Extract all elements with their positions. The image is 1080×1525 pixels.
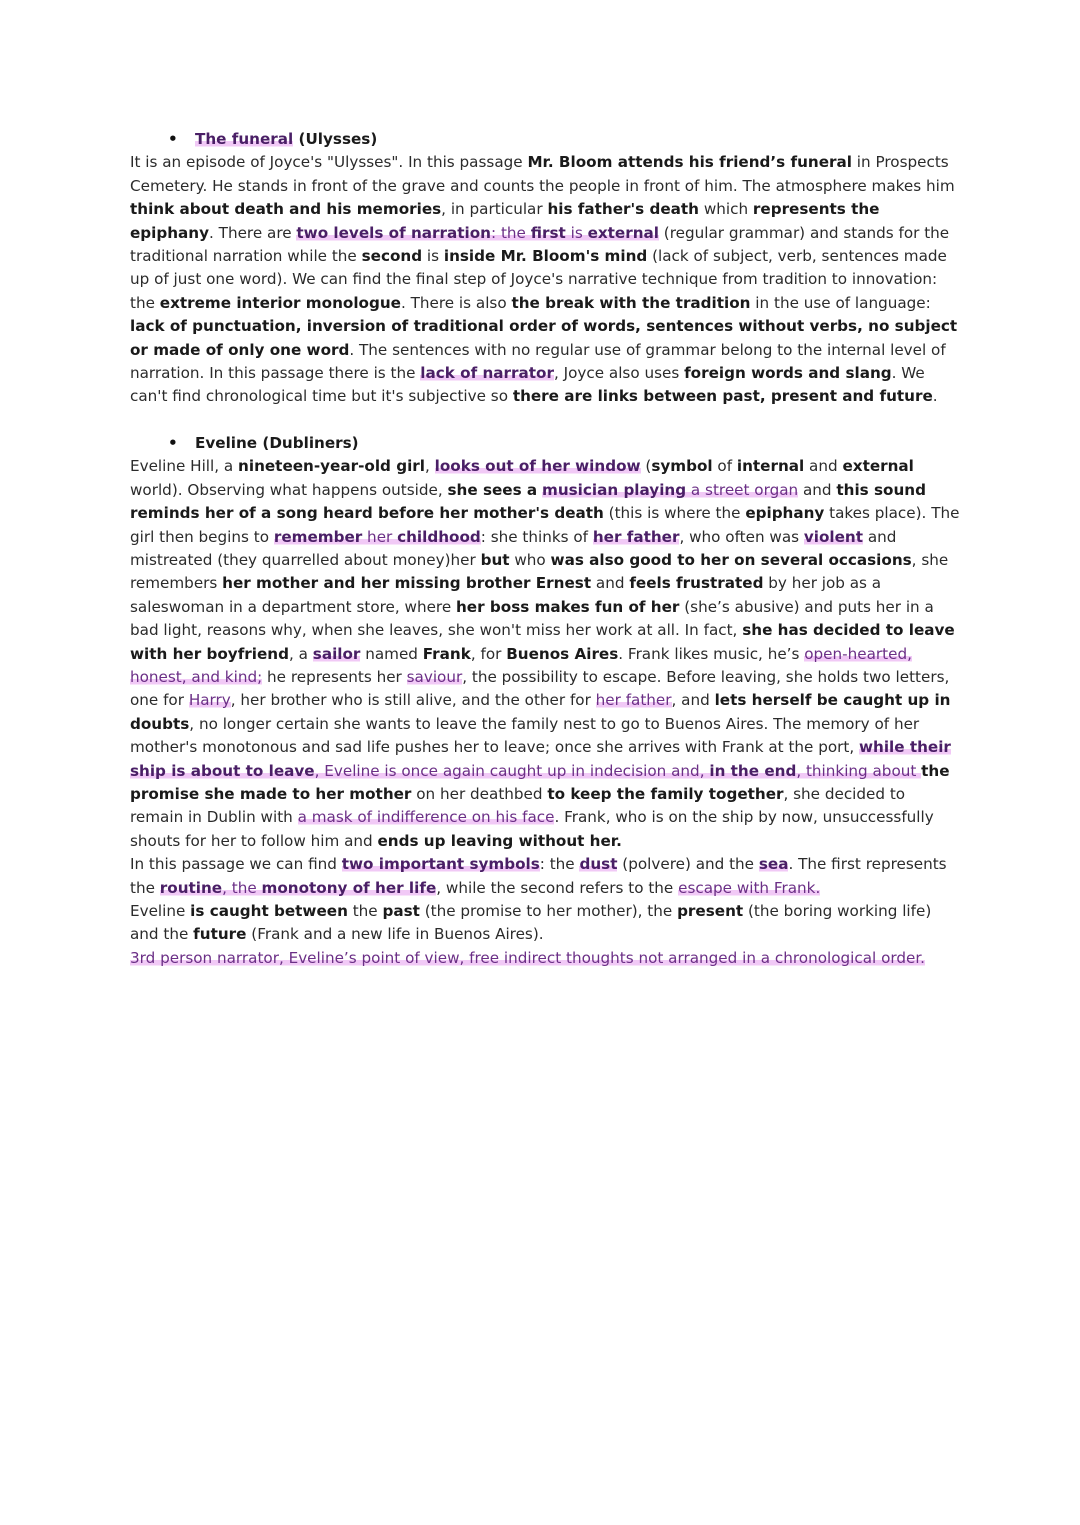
highlighted-text: childhood xyxy=(397,527,481,546)
bold-text: Buenos Aires xyxy=(506,644,619,663)
bold-text: future xyxy=(193,925,247,944)
text-run: , and xyxy=(671,691,715,710)
bold-text: present xyxy=(677,902,744,920)
text-run: (she’s abusive) and puts her in a bad light, reasons why, when she leaves, she won't miss her work at all. In fact, xyxy=(130,597,934,640)
bold-text: extreme interior monologue xyxy=(159,293,401,312)
text-run: (regular grammar) and stands for the traditional narration while the xyxy=(130,223,950,266)
bold-text: the promise she made to her mother xyxy=(130,761,950,803)
text-run: named xyxy=(360,644,423,663)
highlighted-text: is xyxy=(565,223,588,242)
text-run: Eveline Hill, a xyxy=(130,457,239,476)
text-run: Eveline xyxy=(130,902,191,920)
bold-text: to keep the family together xyxy=(547,784,784,803)
bold-text: this sound reminds her of a song heard before her mother's death xyxy=(130,480,926,523)
bold-text: feels frustrated xyxy=(629,574,764,593)
text-run: . Frank likes music, he’s xyxy=(618,644,805,663)
text-run: , her brother who is still alive, and the other for xyxy=(230,691,596,710)
bullet-icon: • xyxy=(168,433,178,452)
highlighted-text: dust xyxy=(579,855,618,874)
text-run: and xyxy=(798,480,837,499)
highlighted-text: remember xyxy=(273,527,363,546)
text-run: , no longer certain she wants to leave the family nest to go to Buenos Aires. The memory of her mother's monotonous and sad life pushes her to leave; once she arrives with Frank at the port, xyxy=(130,714,920,757)
bold-text: second xyxy=(361,247,423,266)
bold-text: inside Mr. Bloom's mind xyxy=(443,247,648,266)
highlighted-text: while their ship is about to leave xyxy=(130,738,951,780)
highlighted-text: , Eveline is once again caught up in indecision and, xyxy=(314,761,710,780)
highlighted-text: looks out of her window xyxy=(434,457,641,476)
highlighted-text: a street organ xyxy=(686,480,799,499)
bold-text: her boss makes fun of her xyxy=(456,597,680,616)
highlighted-text: escape with Frank. xyxy=(678,878,821,897)
text-run: , she decided to remain in Dublin with xyxy=(130,784,906,827)
highlighted-text: Harry xyxy=(188,691,231,710)
paragraph xyxy=(130,455,960,853)
bold-text: lets herself be caught up in doubts xyxy=(130,691,951,733)
text-run: (polvere) and the xyxy=(617,855,759,874)
bold-text: but xyxy=(480,550,510,569)
paragraph xyxy=(130,900,960,947)
bold-text: think about death and his memories xyxy=(130,200,442,219)
section-heading xyxy=(130,432,960,455)
text-run: the xyxy=(347,902,383,920)
highlighted-text: in the end xyxy=(709,761,797,780)
highlighted-text: first xyxy=(530,223,566,242)
section-heading xyxy=(130,128,960,151)
paragraph xyxy=(130,151,960,408)
text-run: by her job as a saleswoman in a department store, where xyxy=(130,574,882,616)
bold-text: internal xyxy=(736,457,805,476)
text-run: , the possibility to escape. Before leaving, she holds two letters, one for xyxy=(130,667,950,710)
bold-text: represents the epiphany xyxy=(130,200,880,242)
heading-text: (Ulysses) xyxy=(293,130,378,148)
text-run: , in particular xyxy=(441,200,548,219)
paragraph xyxy=(130,947,960,970)
text-run: and xyxy=(804,457,843,476)
document-page xyxy=(130,128,960,993)
text-run: . We can't find chronological time but it's subjective so xyxy=(130,364,925,406)
text-run: takes place). The girl then begins to xyxy=(130,504,960,546)
highlighted-text: her xyxy=(362,527,398,546)
bold-text: her mother and her missing brother Ernest xyxy=(222,574,592,593)
text-run: ( xyxy=(640,457,652,476)
bold-text: Mr. Bloom attends his friend’s funeral xyxy=(527,153,852,172)
text-run: who xyxy=(509,550,551,569)
highlighted-text: violent xyxy=(803,527,864,546)
bold-text: foreign words and slang xyxy=(684,364,892,383)
bold-text: was also good to her on several occasions xyxy=(550,550,912,569)
highlighted-text: her father xyxy=(592,527,680,546)
heading-text: Eveline (Dubliners) xyxy=(195,433,359,452)
bold-text: she has decided to leave with her boyfriend xyxy=(130,621,955,663)
bold-text: ends up leaving without her. xyxy=(377,831,622,850)
highlighted-text: open-hearted, honest, and kind; xyxy=(130,644,912,686)
text-run: in the use of language: xyxy=(750,293,931,312)
bold-text: external xyxy=(842,457,914,476)
bold-text: epiphany xyxy=(745,504,825,523)
highlighted-text: sailor xyxy=(312,644,361,663)
bold-text: she sees a xyxy=(447,480,538,499)
text-run: , xyxy=(424,457,435,476)
text-run: In this passage we can find xyxy=(130,855,342,874)
highlighted-text: musician playing xyxy=(542,480,687,499)
text-run: . The sentences with no regular use of grammar belong to the internal level of narration. In this passage there is the xyxy=(130,340,946,383)
highlighted-text: sea xyxy=(758,855,789,874)
text-run: : she thinks of xyxy=(480,527,593,546)
bold-text: there are links between past, present and future xyxy=(512,387,933,406)
text-run: on her deathbed xyxy=(411,784,548,803)
bold-text: the break with the tradition xyxy=(511,293,751,312)
text-run: : the xyxy=(539,855,580,874)
text-run: . The first represents the xyxy=(130,855,947,897)
bold-text: is caught between xyxy=(190,902,348,920)
bold-text: nineteen-year-old girl xyxy=(238,457,425,476)
text-run: (the promise to her mother), the xyxy=(419,902,678,920)
text-run: It is an episode of Joyce's "Ulysses". In this passage xyxy=(130,153,528,172)
text-run: , who often was xyxy=(679,527,804,546)
text-run: (lack of subject, verb, sentences made up of just one word). We can find the final step of Joyce's narrative technique from tradition to innovation: the xyxy=(130,247,947,312)
text-run: world). Observing what happens outside, xyxy=(130,480,448,499)
text-run: in Prospects Cemetery. He stands in front of the grave and counts the people in front of him. The atmosphere makes him xyxy=(130,153,955,195)
highlighted-text: : the xyxy=(491,223,531,242)
bold-text: past xyxy=(382,902,420,920)
text-run: . Frank, who is on the ship by now, unsuccessfully shouts for her to follow him and xyxy=(130,808,934,850)
text-run: (this is where the xyxy=(603,504,746,523)
text-run: , she remembers xyxy=(130,550,949,593)
bullet-icon: • xyxy=(168,130,178,148)
bold-text: Frank xyxy=(422,644,471,663)
text-run: , a xyxy=(288,644,313,663)
text-run: (the boring working life) and the xyxy=(130,902,932,944)
highlighted-text: , the xyxy=(222,878,262,897)
section-eveline xyxy=(130,432,960,970)
highlighted-text: saviour xyxy=(406,667,463,686)
heading-highlight: The funeral xyxy=(195,130,294,148)
text-run: , Joyce also uses xyxy=(553,364,685,383)
text-run: and mistreated (they quarrelled about money)her xyxy=(130,527,897,569)
text-run: . There are xyxy=(209,223,297,242)
highlighted-text: routine xyxy=(159,878,223,897)
highlighted-text: two levels of narration xyxy=(296,223,491,242)
bold-text: symbol xyxy=(651,457,713,476)
highlighted-text: 3rd person narrator, Eveline’s point of view, free indirect thoughts not arranged in a chronological order. xyxy=(130,948,926,967)
section-the-funeral xyxy=(130,128,960,409)
bold-text: his father's death xyxy=(547,200,699,219)
text-run: , while the second refers to the xyxy=(436,878,679,897)
highlighted-text: her father xyxy=(595,691,672,710)
highlighted-text: lack of narrator xyxy=(420,364,554,383)
text-run: . There is also xyxy=(400,293,512,312)
highlighted-text: external xyxy=(587,223,659,242)
highlighted-text: , thinking about xyxy=(796,761,922,780)
text-run: he represents her xyxy=(262,667,407,686)
text-run: . xyxy=(932,387,938,406)
highlighted-text: monotony of her life xyxy=(261,878,437,897)
text-run: of xyxy=(712,457,737,476)
text-run: is xyxy=(422,247,444,266)
text-run: and xyxy=(591,574,630,593)
highlighted-text: a mask of indifference on his face xyxy=(297,808,555,827)
highlighted-text: two important symbols xyxy=(341,855,540,874)
text-run: , for xyxy=(470,644,507,663)
paragraph xyxy=(130,853,960,900)
text-run: which xyxy=(699,200,753,219)
bold-text: lack of punctuation, inversion of traditional order of words, sentences without verbs, no subject or made of only one word xyxy=(130,317,958,359)
text-run: (Frank and a new life in Buenos Aires). xyxy=(246,925,544,944)
